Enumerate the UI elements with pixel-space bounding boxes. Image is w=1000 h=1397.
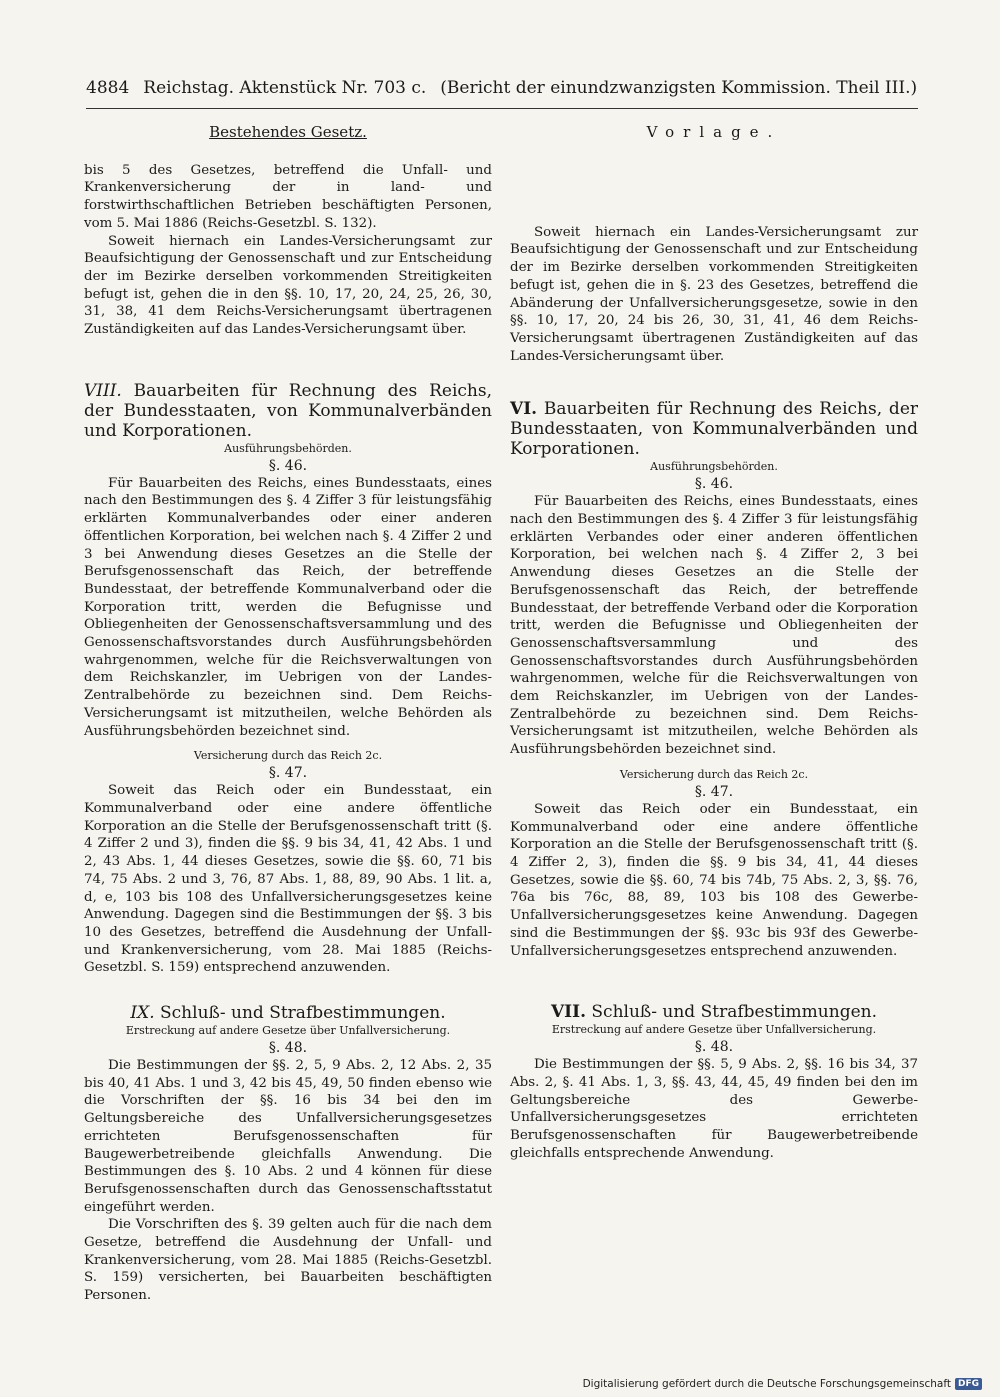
page-header [86,78,918,98]
footer [583,1378,982,1390]
right-section-7-title: VII. Schluß- und Strafbestimmungen. [550,1002,877,1023]
left-section-8-sub: Ausführungsbehörden. [224,441,352,455]
left-paragraph-48-number: §. 48. [268,1040,308,1057]
document-subtitle: (Bericht der einundzwanzigsten Kommission. Theil III.) [440,78,918,98]
left-paragraph-47-sub: Versicherung durch das Reich 2c. [193,749,383,763]
left-paragraph-48-text-1: Die Bestimmungen der §§. 2, 5, 9 Abs. 2, 12 Abs. 2, 35 bis 40, 41 Abs. 1 und 3, 42 bis 45, 49, 50 finden ebenso wie die Vorschriften der §§. 16 bis 34 bei den im Geltungsbereiche des Unfallversicherungsgesetzes errichteten Berufsgenossenschaften für Baugewerbetreibende gleichfalls Anwendung. Die Bestimmungen des §. 10 Abs. 2 und 4 können für diese Berufsgenossenschaften durch das Genossenschaftsstatut eingeführt werden. [84,1058,492,1215]
left-paragraph-47-number: §. 47. [268,765,308,782]
left-column-heading: Bestehendes Gesetz. [209,123,367,141]
left-intro-2: Soweit hiernach ein Landes-Versicherungsamt zur Beaufsichtigung der Genossenschaft und zur Entscheidung der im Bezirke derselben vorkommenden Streitigkeiten befugt ist, gehen die in den §§. 10, 17, 20, 24, 25, 26, 30, 31, 38, 41 dem Reichs-Versicherungsamt übertragenen Zuständigkeiten auf das Landes-Versicherungsamt über. [84,233,492,338]
left-paragraph-47-text: Soweit das Reich oder ein Bundesstaat, ein Kommunalverband oder eine andere öffentliche Korporation an die Stelle der Berufsgenossenschaft tritt (§. 4 Ziffer 2 und 3), finden die §§. 9 bis 34, 41, 42 Abs. 1 und 2, 43 Abs. 1, 44 dieses Gesetzes, sowie die §§. 60, 71 bis 74, 75 Abs. 2 und 3, 76, 87 Abs. 1, 88, 89, 90 Abs. 1 lit. a, d, e, 103 bis 108 des Unfallversicherungsgesetzes keine Anwendung. Dagegen sind die Bestimmungen der §§. 3 bis 10 des Gesetzes, betreffend die Ausdehnung der Unfall- und Krankenversicherung, vom 28. Mai 1885 (Reichs-Gesetzbl. S. 159) entsprechend anzuwenden. [84,783,492,976]
header-rule [86,108,918,109]
document-title: Reichstag. Aktenstück Nr. 703 c. [143,78,427,98]
right-paragraph-48-number: §. 48. [694,1039,734,1056]
left-column [84,124,492,1305]
dfg-logo: DFG [955,1378,982,1390]
left-paragraph-46-text: Für Bauarbeiten des Reichs, eines Bundesstaats, eines nach den Bestimmungen des §. 4 Ziffer 3 für leistungsfähig erklärten Kommunalverbandes oder einer anderen öffentlichen Korporation, bei welchen nach §. 4 Ziffer 2 und 3 bei Anwendung dieses Gesetzes an die Stelle der Berufsgenossenschaft das Reich, der betreffende Bundesstaat, der betreffende Kommunalverband oder die Korporation tritt, werden die Befugnisse und Obliegenheiten der Genossenschaftsversammlung und des Genossenschaftsvorstandes durch Ausführungsbehörden wahrgenommen, welche für die Reichsverwaltungen von dem Reichskanzler, im Uebrigen von der Landes-Zentralbehörde zu bezeichnen sind. Dem Reichs-Versicherungsamt ist mitzutheilen, welche Behörden als Ausführungsbehörden bezeichnet sind. [84,475,492,739]
right-intro: Soweit hiernach ein Landes-Versicherungsamt zur Beaufsichtigung der Genossenschaft und zur Entscheidung der im Bezirke derselben vorkommenden Streitigkeiten befugt ist, gehen die in §. 23 des Gesetzes, betreffend die Abänderung der Unfallversicherungsgesetze, sowie in den §§. 10, 17, 20, 24 bis 26, 30, 31, 41, 46 dem Reichs-Versicherungsamt übertragenen Zuständigkeiten auf das Landes-Versicherungsamt über. [510,224,918,364]
left-paragraph-48-text-2: Die Vorschriften des §. 39 gelten auch für die nach dem Gesetze, betreffend die Ausdehnung der Unfall- und Krankenversicherung, vom 28. Mai 1885 (Reichs-Gesetzbl. S. 159) versicherten, bei Bauarbeiten beschäftigten Personen. [84,1217,492,1304]
right-paragraph-47-number: §. 47. [694,783,734,800]
left-paragraph-46-number: §. 46. [268,457,308,474]
right-paragraph-47-text: Soweit das Reich oder ein Bundesstaat, ein Kommunalverband oder eine andere öffentliche Korporation an die Stelle der Berufsgenossenschaft tritt (§. 4 Ziffer 2, 3), finden die §§. 9 bis 34, 41, 44 dieses Gesetzes, sowie die §§. 60, 74 bis 74b, 75 Abs. 2, 3, §§. 76, 76a bis 76c, 88, 89, 103 bis 108 des Gewerbe-Unfallversicherungsgesetzes keine Anwendung. Dagegen sind die Bestimmungen der §§. 93c bis 93f des Gewerbe-Unfallversicherungsgesetzes entsprechend anzuwenden. [510,801,918,959]
page-number: 4884 [86,78,130,98]
right-paragraph-46-number: §. 46. [694,476,734,493]
left-intro-1: bis 5 des Gesetzes, betreffend die Unfall- und Krankenversicherung der in land- und forstwirthschaftlichen Betrieben beschäftigten Personen, vom 5. Mai 1886 (Reichs-Gesetzbl. S. 132). [84,162,492,231]
footer-text: Digitalisierung gefördert durch die Deutsche Forschungsgemeinschaft [582,1378,951,1390]
right-section-6-title: VI. Bauarbeiten für Rechnung des Reichs, der Bundesstaaten, von Kommunalverbänden und Korporationen. [510,399,919,460]
right-paragraph-48-text: Die Bestimmungen der §§. 5, 9 Abs. 2, §§. 16 bis 34, 37 Abs. 2, §. 41 Abs. 1, 3, §§. 43, 44, 45, 49 finden bei den im Geltungsbereiche des Gewerbe-Unfallversicherungsgesetzes errichteten Berufsgenossenschaften für Baugewerbetreibende gleichfalls entsprechende Anwendung. [510,1057,918,1161]
right-paragraph-46-text: Für Bauarbeiten des Reichs, eines Bundesstaats, eines nach den Bestimmungen des §. 4 Ziffer 3 für leistungsfähig erklärten Verbandes oder einer anderen öffentlichen Korporation, bei welchen nach §. 4 Ziffer 2, 3 bei Anwendung dieses Gesetzes an die Stelle der Berufsgenossenschaft das Reich, der betreffende Bundesstaat, der betreffende Verband oder die Korporation tritt, werden die Befugnisse und Obliegenheiten der Genossenschaftsversammlung und des Genossenschaftsvorstandes durch Ausführungsbehörden wahrgenommen, welche für die Reichsverwaltungen von dem Reichskanzler, im Uebrigen von der Landes-Zentralbehörde zu bezeichnen sind. Dem Reichs-Versicherungsamt ist mitzutheilen, welche Behörden als Ausführungsbehörden bezeichnet sind. [510,494,918,758]
left-section-9-sub: Erstreckung auf andere Gesetze über Unfallversicherung. [125,1024,451,1038]
right-column-heading: Vorlage. [646,123,782,141]
right-section-7-sub: Erstreckung auf andere Gesetze über Unfallversicherung. [551,1023,877,1037]
right-column [510,124,918,1162]
right-section-6-sub: Ausführungsbehörden. [650,460,778,474]
left-section-9-title: IX. Schluß- und Strafbestimmungen. [130,1003,446,1024]
right-paragraph-47-sub: Versicherung durch das Reich 2c. [619,767,809,781]
left-section-8-title: VIII. Bauarbeiten für Rechnung des Reichs, der Bundesstaaten, von Kommunalverbänden und Korporationen. [84,380,492,441]
